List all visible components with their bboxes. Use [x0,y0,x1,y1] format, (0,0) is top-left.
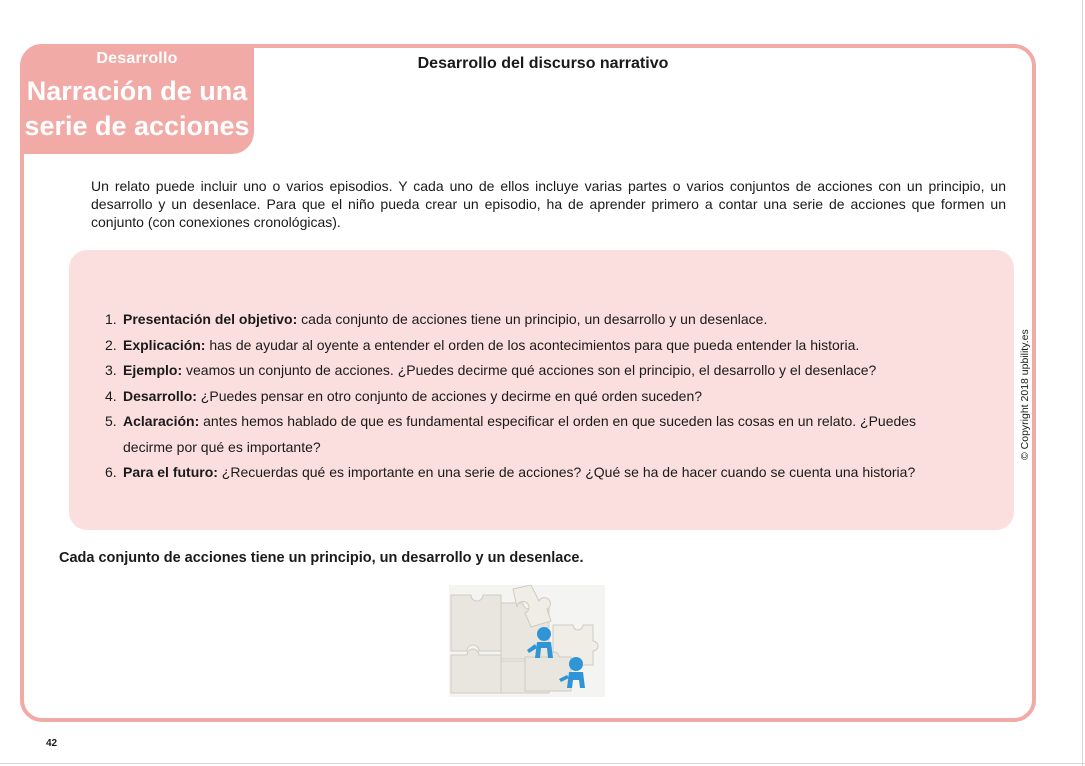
list-item [69,409,969,460]
page-number: 42 [46,738,58,749]
section-title-line: Narración de una [26,76,248,106]
list-item [69,384,969,410]
step-number: 1. [105,311,117,327]
step-number: 6. [105,464,117,480]
step-text: veamos un conjunto de acciones. ¿Puedes decirme qué acciones son el principio, el desarrollo y el desenlace? [182,362,877,378]
step-label: Aclaración: [123,413,200,429]
step-label: Presentación del objetivo: [123,311,298,327]
steps-box [69,250,1014,530]
step-number: 5. [105,413,117,429]
list-item [69,333,969,359]
step-text: ¿Puedes pensar en otro conjunto de acciones y decirme en qué orden suceden? [196,387,703,404]
step-text: ¿Recuerdas qué es importante en una serie de acciones? ¿Qué se ha de hacer cuando se cuenta una historia? [217,464,916,480]
section-title-line: serie de acciones [24,111,250,141]
list-item [69,307,969,333]
copyright-notice: © Copyright 2018 upbility.es [1019,329,1031,460]
step-number: 2. [105,336,117,353]
step-label: Desarrollo: [123,387,197,404]
list-item [69,460,969,486]
page-heading: Desarrollo del discurso narrativo [417,55,669,72]
step-text: cada conjunto de acciones tiene un principio, un desarrollo y un desenlace. [297,311,768,327]
step-label: Explicación: [123,336,206,353]
step-label: Para el futuro: [123,464,218,480]
section-title [20,74,254,144]
puzzle-illustration [449,585,605,697]
section-tab [20,44,254,154]
page-edge [1082,0,1083,766]
step-text: has de ayudar al oyente a entender el orden de los acontecimientos para que pueda entender la historia. [205,336,860,353]
step-label: Ejemplo: [123,362,183,378]
list-item [69,358,969,384]
step-text: antes hemos hablado de que es fundamental especificar el orden en que suceden las cosas en un relato. ¿Puedes decirme por qué es importante? [123,413,917,455]
page-edge [0,763,1085,764]
conclusion-text: Cada conjunto de acciones tiene un principio, un desarrollo y un desenlace. [59,550,584,566]
steps-list [69,307,969,486]
step-number: 4. [105,387,117,404]
intro-paragraph: Un relato puede incluir uno o varios episodios. Y cada uno de ellos incluye varias partes o varios conjuntos de acciones con un principio, un desarrollo y un desenlace. Para que el niño pueda crear un episodio, ha de aprender primero a contar una serie de acciones que formen un conjunto (con conexiones cronológicas). [91,178,1006,230]
step-number: 3. [105,362,117,378]
section-label: Desarrollo [96,50,178,67]
